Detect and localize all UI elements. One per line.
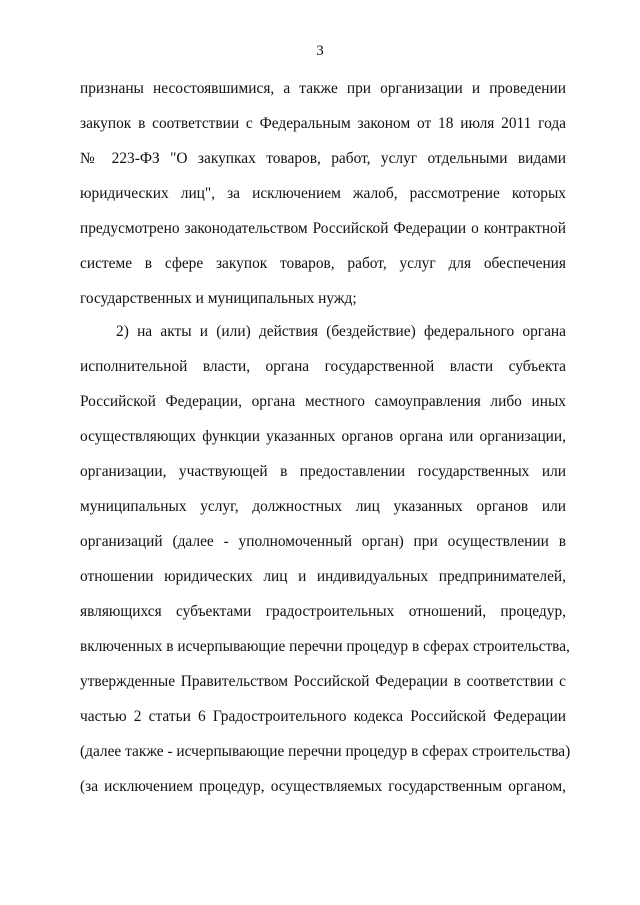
- text-line: частью 2 статьи 6 Градостроительного кодекса Российской Федерации: [80, 708, 566, 725]
- text-line: государственных и муниципальных нужд;: [80, 290, 357, 307]
- text-line: включенных в исчерпывающие перечни процедур в сферах строительства,: [80, 638, 570, 655]
- text-line: юридических лиц", за исключением жалоб, рассмотрение которых: [80, 185, 566, 202]
- text-line: исполнительной власти, органа государственной власти субъекта: [80, 358, 566, 375]
- text-line: являющихся субъектами градостроительных отношений, процедур,: [80, 603, 566, 620]
- text-line: признаны несостоявшимися, а также при организации и проведении: [80, 80, 566, 97]
- text-line: осуществляющих функции указанных органов органа или организации,: [80, 428, 566, 445]
- text-line: (за исключением процедур, осуществляемых государственным органом,: [80, 778, 566, 795]
- text-line: (далее также - исчерпывающие перечни процедур в сферах строительства): [80, 743, 571, 760]
- text-line: организации, участвующей в предоставлении государственных или: [80, 463, 566, 480]
- text-line: муниципальных услуг, должностных лиц указанных органов или: [80, 498, 566, 515]
- text-line: № 223-ФЗ "О закупках товаров, работ, услуг отдельными видами: [80, 150, 566, 167]
- text-line: утвержденные Правительством Российской Федерации в соответствии с: [80, 673, 566, 690]
- text-line: закупок в соответствии с Федеральным законом от 18 июля 2011 года: [80, 115, 566, 132]
- text-line: предусмотрено законодательством Российской Федерации о контрактной: [80, 220, 566, 237]
- text-line: Российской Федерации, органа местного самоуправления либо иных: [80, 393, 566, 410]
- text-line: организаций (далее - уполномоченный орган) при осуществлении в: [80, 533, 566, 550]
- page-number: 3: [316, 43, 324, 59]
- paragraph-first-line: 2) на акты и (или) действия (бездействие) федерального органа: [116, 323, 566, 340]
- text-line: отношении юридических лиц и индивидуальных предпринимателей,: [80, 568, 566, 585]
- text-line: системе в сфере закупок товаров, работ, услуг для обеспечения: [80, 255, 566, 272]
